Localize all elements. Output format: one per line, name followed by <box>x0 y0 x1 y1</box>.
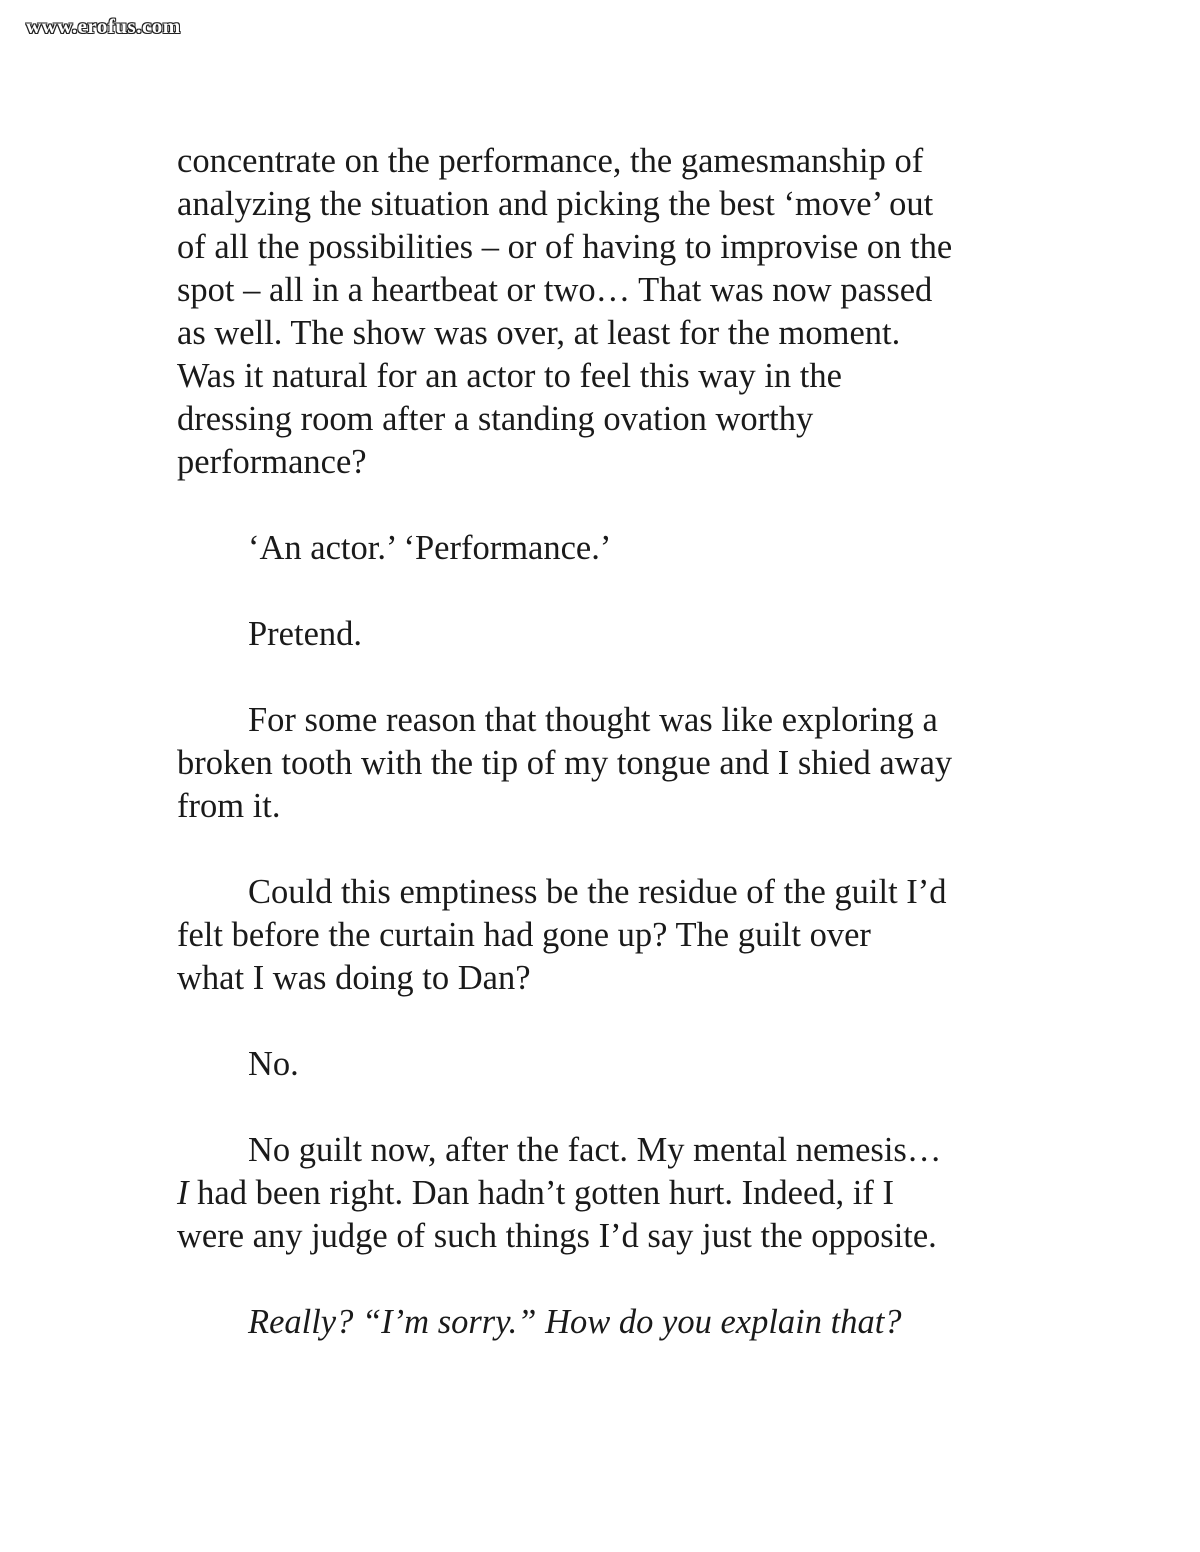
document-page <box>177 140 1027 1387</box>
italic-emphasis: I <box>177 1174 189 1212</box>
paragraph-8 <box>177 1301 1027 1344</box>
text-line: Pretend. <box>248 615 363 653</box>
text-line: from it. <box>177 787 281 825</box>
text-line: spot – all in a heartbeat or two… That was now passed <box>177 271 933 309</box>
text-line <box>177 1172 1027 1215</box>
text-line: concentrate on the performance, the gamesmanship of <box>177 142 924 180</box>
paragraph-6 <box>177 1043 1027 1086</box>
text-line: as well. The show was over, at least for the moment. <box>177 314 901 352</box>
text-line: No. <box>248 1045 299 1083</box>
text-line: analyzing the situation and picking the best ‘move’ out <box>177 185 934 223</box>
text-line: what I was doing to Dan? <box>177 959 531 997</box>
paragraph-4 <box>177 699 1027 828</box>
paragraph-7 <box>177 1129 1027 1258</box>
text-line: No guilt now, after the fact. My mental nemesis… <box>248 1131 942 1169</box>
text-line: For some reason that thought was like exploring a <box>248 701 938 739</box>
paragraph-2 <box>177 527 1027 570</box>
italic-text-line: Really? “I’m sorry.” How do you explain that? <box>248 1303 902 1341</box>
paragraph-1 <box>177 140 1027 484</box>
paragraph-5 <box>177 871 1027 1000</box>
text-line: ‘An actor.’ ‘Performance.’ <box>248 529 612 567</box>
text-line: of all the possibilities – or of having to improvise on the <box>177 228 953 266</box>
text-line: Was it natural for an actor to feel this way in the <box>177 357 842 395</box>
text-line: Could this emptiness be the residue of the guilt I’d <box>248 873 947 911</box>
text-line: performance? <box>177 443 367 481</box>
text-span: had been right. Dan hadn’t gotten hurt. Indeed, if I <box>188 1174 894 1212</box>
text-line: dressing room after a standing ovation worthy <box>177 400 814 438</box>
text-line: were any judge of such things I’d say just the opposite. <box>177 1217 937 1255</box>
paragraph-3 <box>177 613 1027 656</box>
text-line: felt before the curtain had gone up? The guilt over <box>177 916 871 954</box>
text-line: broken tooth with the tip of my tongue and I shied away <box>177 744 953 782</box>
watermark-logo: www.erofus.com <box>26 14 181 38</box>
